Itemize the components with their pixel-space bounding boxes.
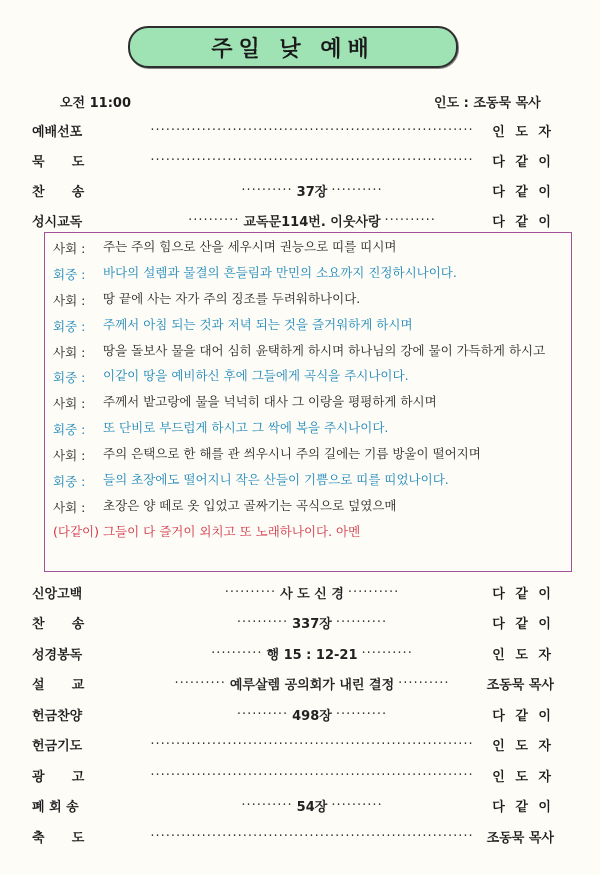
order-item-name: 성시교독 bbox=[32, 214, 83, 230]
reading-text: 땅을 돌보사 물을 대어 심히 윤택하게 하시며 하나님의 강에 물이 가득하게 하시고 bbox=[103, 343, 546, 358]
order-item-participant: 조동묵 목사 bbox=[486, 678, 554, 693]
reading-text: 들의 초장에도 떨어지니 작은 산들이 기쁨으로 띠를 띠었나이다. bbox=[103, 472, 449, 487]
order-item-participant: 다 같 이 bbox=[492, 708, 554, 724]
order-item-participant: 인 도 자 bbox=[492, 739, 554, 754]
order-item-detail bbox=[144, 181, 480, 200]
dot-leader: ·········· bbox=[384, 212, 436, 228]
speaker-label: 사회 : bbox=[53, 448, 86, 463]
order-item bbox=[32, 795, 554, 817]
responsive-line-cong bbox=[53, 418, 563, 438]
order-item-name: 폐 회 송 bbox=[32, 800, 79, 815]
order-item-participant: 다 같 이 bbox=[492, 214, 554, 230]
reading-text: 또 단비로 부드럽게 하시고 그 싹에 복을 주시나이다. bbox=[103, 420, 389, 435]
order-item-detail bbox=[144, 737, 480, 752]
responsive-line-cong bbox=[53, 366, 563, 386]
dot-leader: ·········· bbox=[236, 615, 289, 630]
dot-leader: ·········· bbox=[335, 615, 388, 630]
order-item-name: 예배선포 bbox=[32, 124, 83, 140]
reading-text: 주의 은택으로 한 해를 관 씌우시니 주의 길에는 기름 방울이 떨어지며 bbox=[103, 446, 481, 461]
responsive-line-leader bbox=[53, 444, 563, 464]
dot-leader: ······························································· bbox=[150, 122, 474, 138]
order-item bbox=[32, 179, 554, 201]
order-item-detail bbox=[144, 705, 480, 724]
responsive-line-all bbox=[53, 522, 563, 540]
dot-leader: ·········· bbox=[241, 798, 293, 813]
order-item-name: 광 고 bbox=[32, 769, 85, 785]
dot-leader: ·········· bbox=[174, 676, 226, 691]
order-item bbox=[32, 703, 554, 725]
order-item-name: 성경봉독 bbox=[32, 647, 83, 663]
order-item-value: 54장 bbox=[296, 800, 328, 815]
reading-text: 주는 주의 힘으로 산을 세우시며 권능으로 띠를 띠시며 bbox=[103, 239, 397, 254]
order-item-name: 헌금기도 bbox=[32, 739, 83, 754]
page-title: 주일 낮 예배 bbox=[211, 36, 375, 62]
order-item bbox=[32, 149, 554, 171]
dot-leader: ·········· bbox=[224, 584, 277, 600]
order-item-value: 교독문114번. 이웃사랑 bbox=[243, 214, 381, 230]
order-item bbox=[32, 673, 554, 695]
reading-text: 땅 끝에 사는 자가 주의 징조를 두려워하나이다. bbox=[103, 291, 361, 306]
service-time: 오전 11:00 bbox=[60, 96, 132, 111]
order-item-participant: 다 같 이 bbox=[492, 800, 554, 815]
order-item-detail bbox=[144, 796, 480, 815]
order-item-participant: 다 같 이 bbox=[492, 154, 554, 170]
order-item-participant: 다 같 이 bbox=[492, 184, 554, 200]
responsive-line-cong bbox=[53, 263, 563, 283]
speaker-label: 회중 : bbox=[53, 370, 86, 385]
order-item-value: 498장 bbox=[292, 708, 332, 724]
responsive-reading-box bbox=[44, 232, 572, 572]
order-item bbox=[32, 825, 554, 847]
speaker-label: 사회 : bbox=[53, 241, 86, 256]
order-item-name: 묵 도 bbox=[32, 154, 85, 170]
order-item-name: 찬 송 bbox=[32, 617, 85, 632]
order-item-name: 설 교 bbox=[32, 678, 85, 693]
order-item bbox=[32, 612, 554, 634]
responsive-line-leader bbox=[53, 392, 563, 412]
responsive-line-leader bbox=[53, 289, 563, 309]
speaker-label: 사회 : bbox=[53, 345, 86, 360]
responsive-line-leader bbox=[53, 341, 563, 361]
reading-text: 주께서 아침 되는 것과 저녁 되는 것을 즐거워하게 하시며 bbox=[103, 317, 413, 332]
speaker-label: 사회 : bbox=[53, 500, 86, 515]
dot-leader: ·········· bbox=[331, 798, 383, 813]
order-item-participant: 다 같 이 bbox=[492, 586, 554, 602]
order-item-value: 예루살렘 공의회가 내린 결정 bbox=[229, 678, 395, 693]
dot-leader: ·········· bbox=[398, 676, 450, 691]
dot-leader: ·········· bbox=[335, 706, 388, 722]
order-item bbox=[32, 642, 554, 664]
responsive-line-cong bbox=[53, 315, 563, 335]
order-item-detail bbox=[144, 153, 480, 168]
order-item-detail bbox=[144, 768, 480, 783]
dot-leader: ·········· bbox=[361, 645, 413, 661]
dot-leader: ······························································· bbox=[150, 152, 474, 168]
order-item-name: 헌금찬양 bbox=[32, 708, 83, 724]
order-item-detail bbox=[144, 613, 480, 632]
title-banner bbox=[128, 26, 458, 68]
speaker-label: 회중 : bbox=[53, 474, 86, 489]
order-item-detail bbox=[144, 583, 480, 602]
order-item-name: 찬 송 bbox=[32, 184, 85, 200]
order-item-detail bbox=[144, 211, 480, 230]
reading-text: 초장은 양 떼로 옷 입었고 골짜기는 곡식으로 덮였으매 bbox=[103, 498, 397, 513]
speaker-label: 회중 : bbox=[53, 422, 86, 437]
dot-leader: ·········· bbox=[347, 584, 400, 600]
order-item-participant: 인 도 자 bbox=[492, 124, 554, 140]
dot-leader: ······························································· bbox=[150, 767, 474, 783]
speaker-label: 사회 : bbox=[53, 396, 86, 411]
order-item-name: 신앙고백 bbox=[32, 586, 83, 602]
order-item-name: 축 도 bbox=[32, 830, 85, 846]
order-item bbox=[32, 581, 554, 603]
order-item bbox=[32, 209, 554, 231]
responsive-line-cong bbox=[53, 470, 563, 490]
order-item bbox=[32, 764, 554, 786]
order-item-value: 행 15 : 12-21 bbox=[266, 647, 358, 663]
reading-text: (다같이) 그들이 다 즐거이 외치고 또 노래하나이다. 아멘 bbox=[53, 524, 361, 539]
reading-text: 주께서 밭고랑에 물을 넉넉히 대사 그 이랑을 평평하게 하시며 bbox=[103, 394, 437, 409]
dot-leader: ······························································· bbox=[150, 737, 474, 752]
service-leader: 인도 : 조동묵 목사 bbox=[434, 96, 541, 111]
reading-text: 바다의 설렘과 물결의 흔들림과 만민의 소요까지 진정하시나이다. bbox=[103, 265, 457, 280]
reading-text: 이같이 땅을 예비하신 후에 그들에게 곡식을 주시나이다. bbox=[103, 368, 409, 383]
dot-leader: ·········· bbox=[211, 645, 263, 661]
dot-leader: ·········· bbox=[236, 706, 289, 722]
responsive-line-leader bbox=[53, 237, 563, 257]
order-item-value: 사 도 신 경 bbox=[280, 586, 344, 602]
speaker-label: 회중 : bbox=[53, 319, 86, 334]
time-leader-row bbox=[60, 92, 556, 112]
order-item-detail bbox=[144, 644, 480, 663]
order-item-participant: 다 같 이 bbox=[492, 617, 554, 632]
order-item-detail bbox=[144, 123, 480, 138]
dot-leader: ·········· bbox=[331, 182, 383, 198]
responsive-line-leader bbox=[53, 496, 563, 516]
speaker-label: 회중 : bbox=[53, 267, 86, 282]
speaker-label: 사회 : bbox=[53, 293, 86, 308]
order-item-value: 37장 bbox=[296, 184, 328, 200]
order-item-detail bbox=[144, 674, 480, 693]
order-item bbox=[32, 734, 554, 756]
dot-leader: ·········· bbox=[241, 182, 293, 198]
order-item bbox=[32, 119, 554, 141]
order-item-participant: 인 도 자 bbox=[492, 647, 554, 663]
dot-leader: ·········· bbox=[188, 212, 240, 228]
order-item-participant: 조동묵 목사 bbox=[486, 830, 554, 846]
order-item-detail bbox=[144, 829, 480, 844]
order-item-participant: 인 도 자 bbox=[492, 769, 554, 785]
order-item-value: 337장 bbox=[292, 617, 332, 632]
dot-leader: ······························································· bbox=[150, 828, 474, 844]
